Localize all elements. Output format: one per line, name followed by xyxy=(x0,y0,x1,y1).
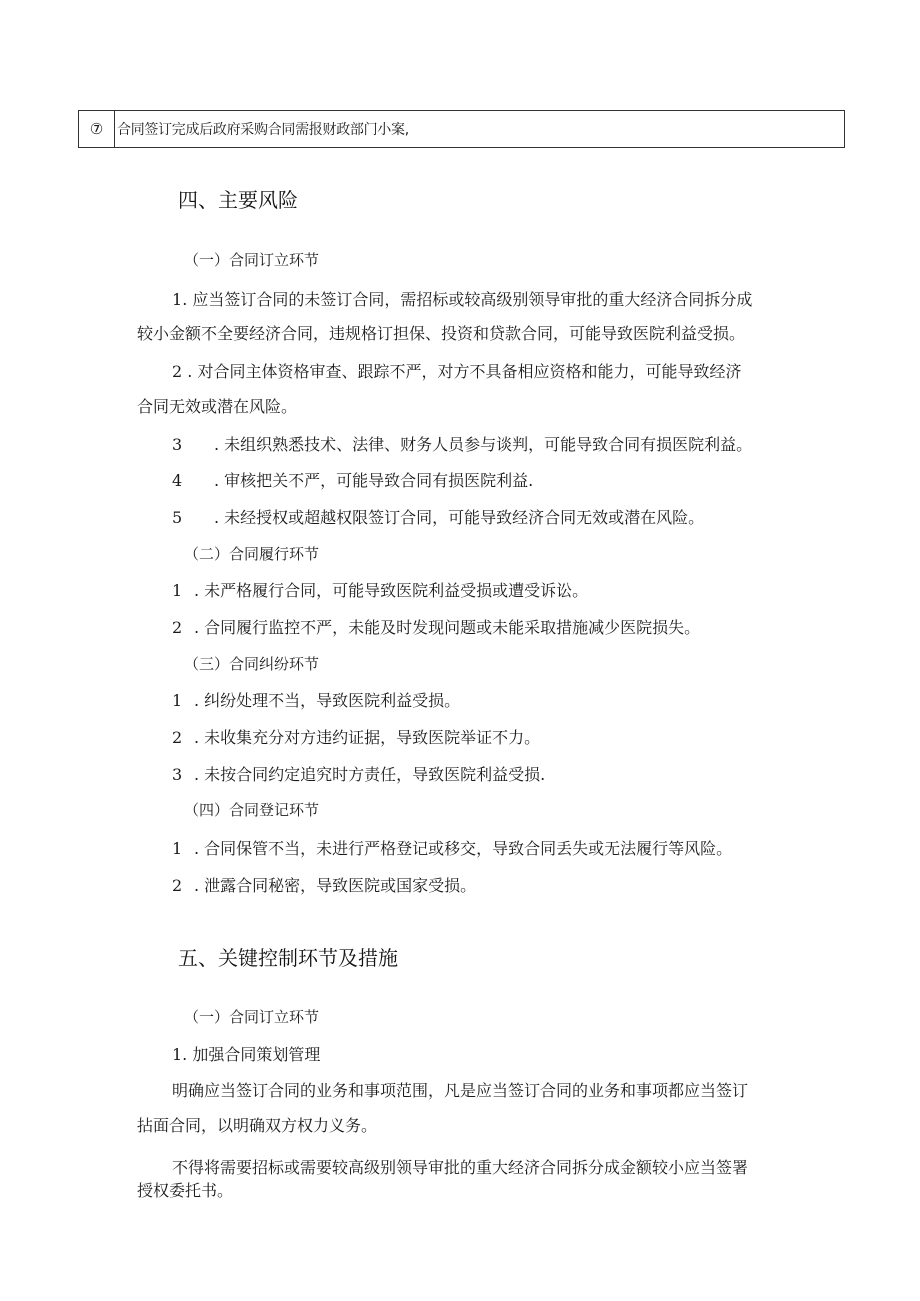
paragraph-line: 拈面合同，以明确双方权力义务。 xyxy=(137,1116,378,1135)
section-4-heading: 四、主要风险 xyxy=(178,188,298,212)
subsection-heading: （四）合同登记环节 xyxy=(184,801,320,819)
subsection-heading: （三）合同纠纷环节 xyxy=(184,655,320,673)
list-item-continuation: 较小金额不全要经济合同，违规格订担保、投资和贷款合同，可能导致医院利益受损。 xyxy=(137,324,746,343)
list-item: 2 . 泄露合同秘密，导致医院或国家受损。 xyxy=(172,876,477,895)
row-number: ⑦ xyxy=(79,111,115,147)
list-item: 1 . 未严格履行合同，可能导致医院利益受损或遭受诉讼。 xyxy=(172,581,589,600)
list-item: 4 . 审核把关不严，可能导致合同有损医院利益. xyxy=(172,471,534,490)
list-item: 3 . 未按合同约定追究时方责任，导致医院利益受损. xyxy=(172,765,546,784)
list-item: 2 . 合同履行监控不严，未能及时发现问题或未能采取措施减少医院损失。 xyxy=(172,618,701,637)
list-item: 1. 加强合同策划管理 xyxy=(172,1045,321,1064)
list-item: 3 . 未组织熟悉技术、法律、财务人员参与谈判，可能导致合同有损医院利益。 xyxy=(172,435,753,454)
list-item: 2 . 未收集充分对方违约证据，导致医院举证不力。 xyxy=(172,728,541,747)
row-text: 合同签订完成后政府采购合同需报财政部门小案, xyxy=(117,122,409,138)
table-row xyxy=(78,110,845,148)
subsection-heading: （一）合同订立环节 xyxy=(184,1008,320,1026)
list-item: 5 . 未经授权或超越权限签订合同，可能导致经济合同无效或潜在风险。 xyxy=(172,508,705,527)
subsection-heading: （二）合同履行环节 xyxy=(184,545,320,563)
paragraph-line: 不得将需要招标或需要较高级别领导审批的重大经济合同拆分成金额较小应当签署 xyxy=(172,1158,749,1177)
subsection-heading: （一）合同订立环节 xyxy=(184,251,320,269)
paragraph-line: 授权委托书。 xyxy=(137,1181,234,1200)
list-item: 1 . 合同保管不当，未进行严格登记或移交，导致合同丢失或无法履行等风险。 xyxy=(172,839,733,858)
paragraph-line: 明确应当签订合同的业务和事项范围，凡是应当签订合同的业务和事项都应当签订 xyxy=(172,1081,749,1100)
list-item: 1 . 纠纷处理不当，导致医院利益受损。 xyxy=(172,691,461,710)
list-item: 1. 应当签订合同的未签订合同，需招标或较高级别领导审批的重大经济合同拆分成 xyxy=(172,290,753,309)
list-item: 2 . 对合同主体资格审查、跟踪不严，对方不具备相应资格和能力，可能导致经济 xyxy=(172,362,742,381)
section-5-heading: 五、关键控制环节及措施 xyxy=(178,946,398,970)
list-item-continuation: 合同无效或潜在风险。 xyxy=(137,397,298,416)
